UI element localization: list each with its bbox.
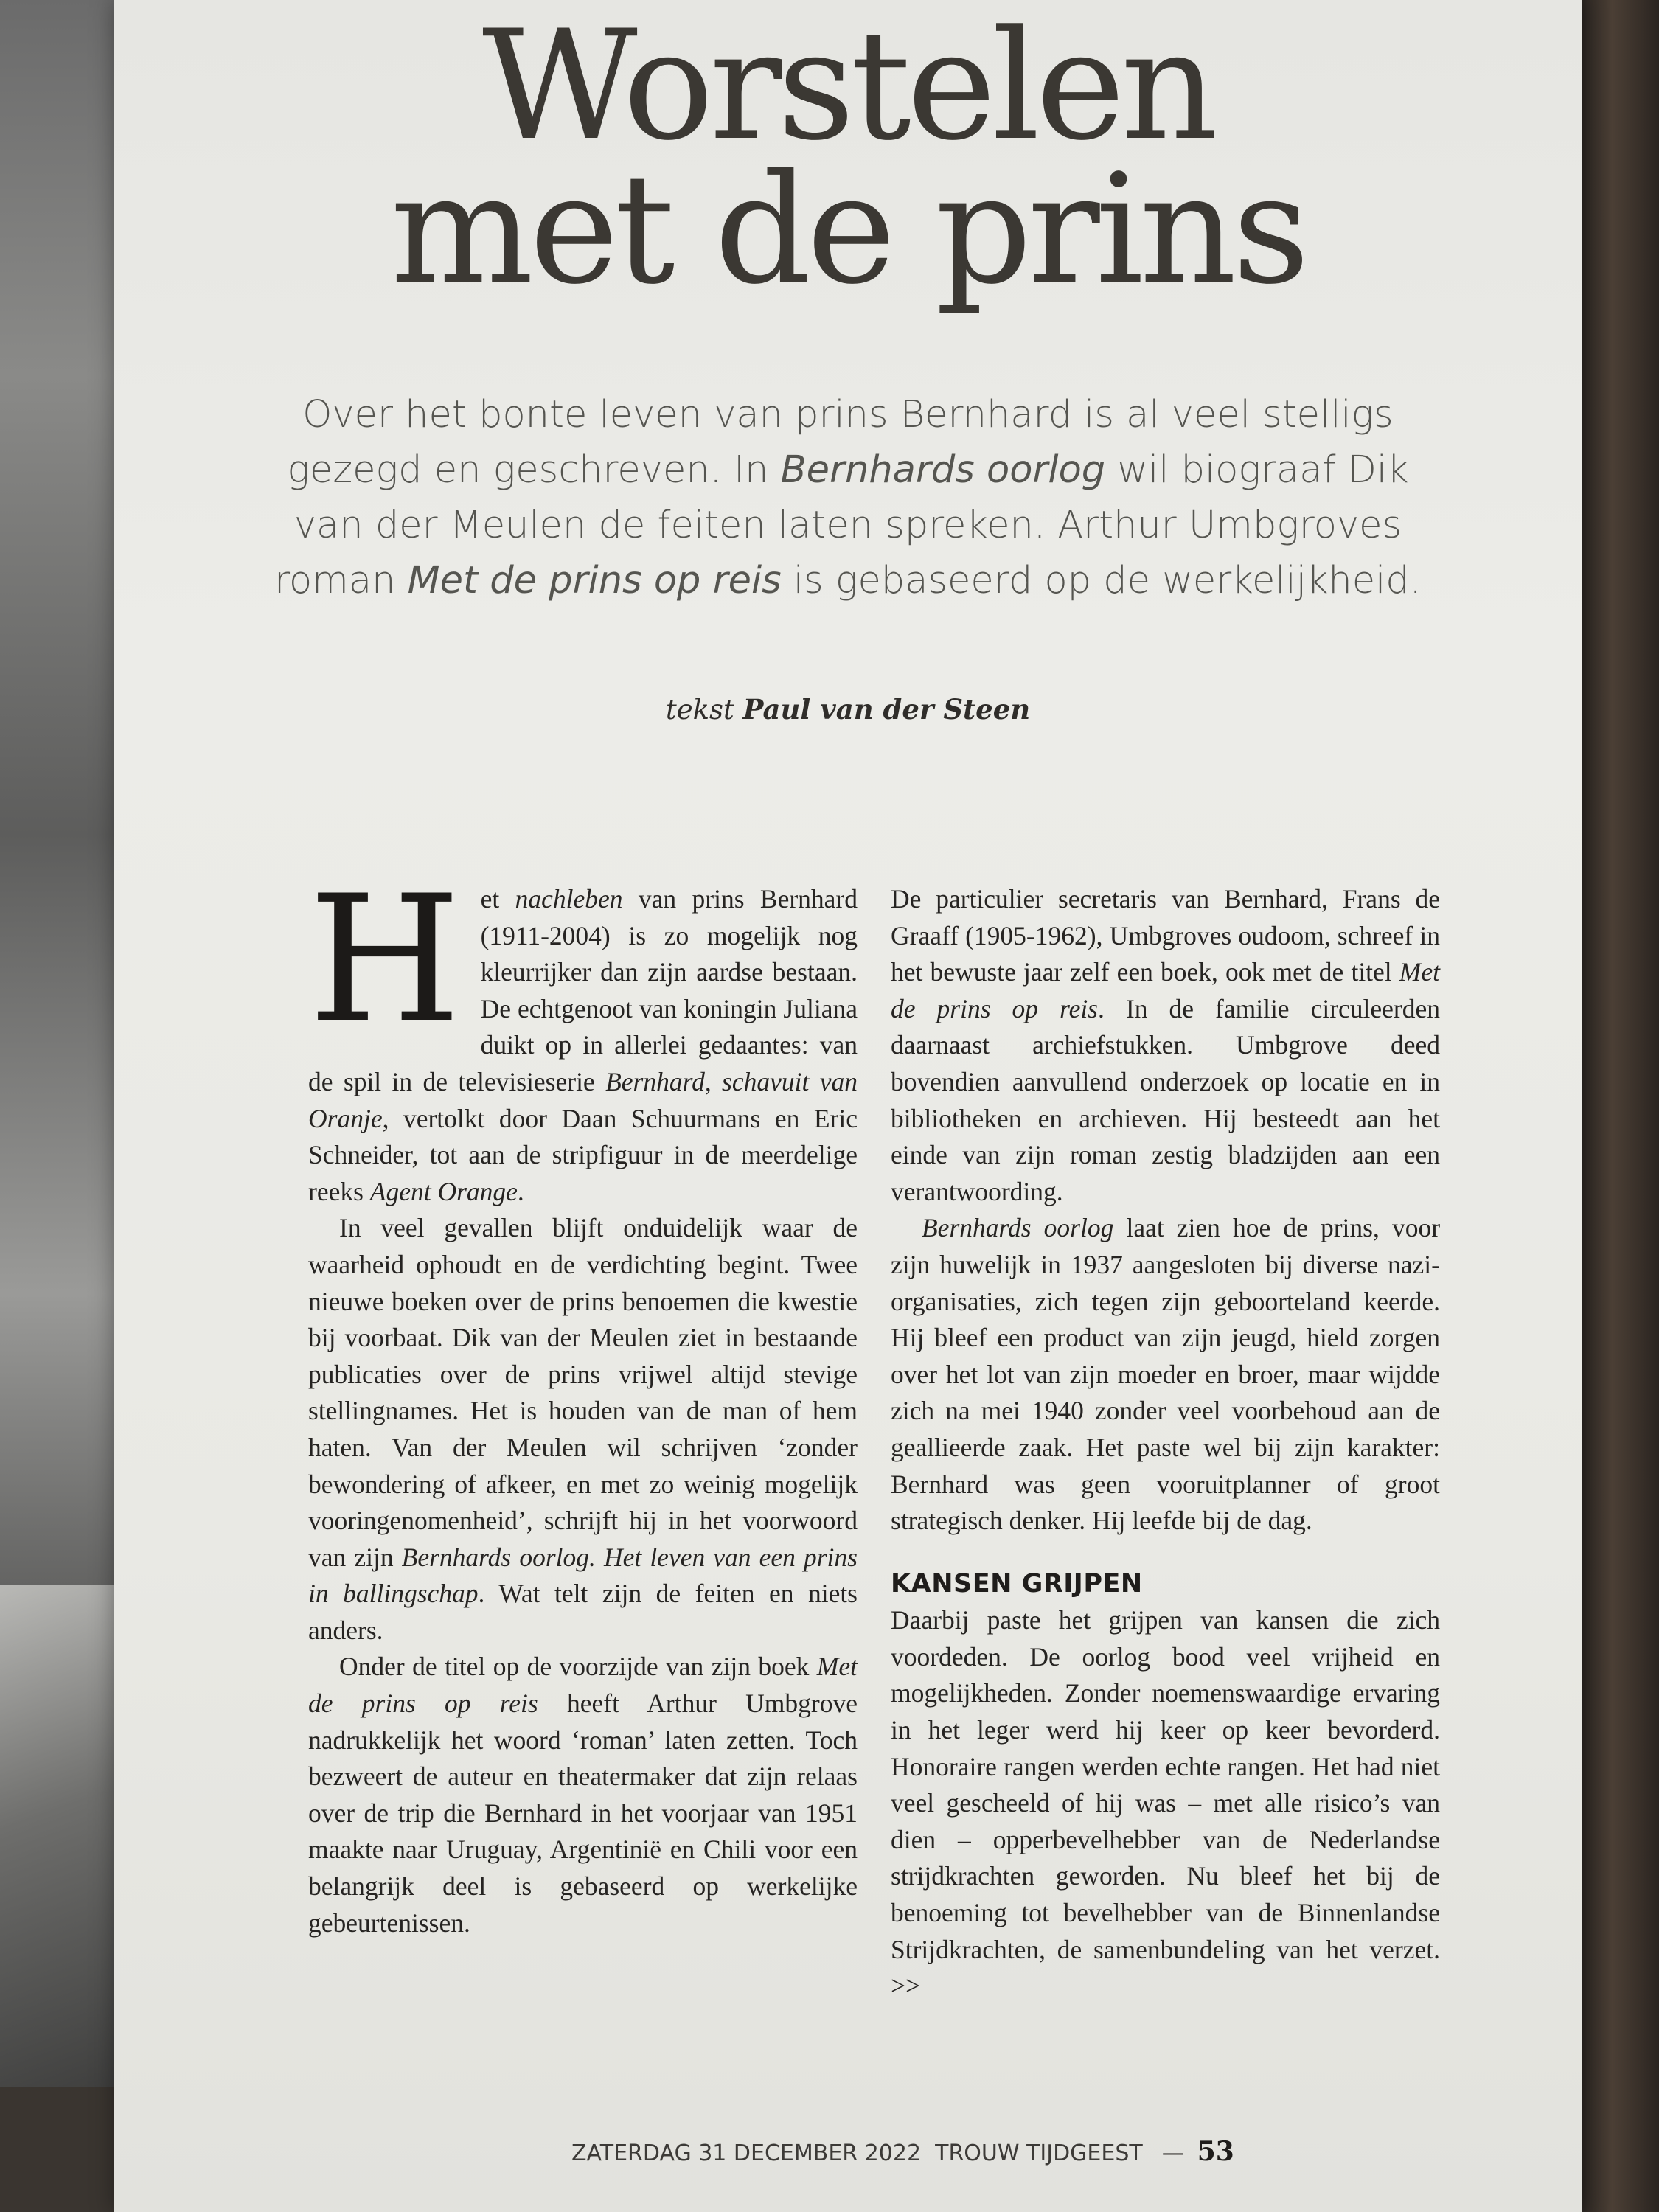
p3-text-a: Onder de titel op de voorzijde van zijn boek [339, 1652, 817, 1682]
article-column-left [308, 858, 858, 1941]
intro-book-title-2: Met de prins op reis [407, 559, 782, 602]
p1-text-e: , vertolkt door Daan Schuurmans en Eric Schneider, tot aan de stripfiguur in de meerdelige reeks [308, 1103, 858, 1206]
footer-dash: — [1161, 2140, 1184, 2166]
headline-line-2: met de prins [390, 142, 1306, 318]
drop-cap: H [308, 858, 462, 1062]
footer-publication: TROUW TIJDGEEST [935, 2140, 1143, 2166]
intro-text-1: Over het bonte leven van prins Bernhard is al veel stelligs gezegd en geschreven. In [287, 393, 1394, 492]
p4-text-a: De particulier secretaris van Bernhard, Frans de Graaff (1905-1962), Umbgroves oudoom, schreef in het bewuste jaar zelf een boek, ook met de titel [891, 884, 1440, 987]
intro-text-2: wil biograaf Dik van der Meulen de feiten laten spreken. Arthur Umbgroves roman [274, 448, 1409, 602]
article-paragraph-6: Daarbij paste het grijpen van kansen die zich voordeden. De oorlog bood veel vrijheid en mogelijkheden. Zonder noemenswaardige ervaring in het leger werd hij keer op keer bevorderd. Honoraire rangen werden echte rangen. Het had niet veel gescheeld of hij was – met alle risico’s van dien – opperbevelhebber van de Nederlandse strijdkrachten geworden. Nu bleef het bij de benoeming tot bevelhebber van de Binnenlandse Strijdkrachten, de samenbundeling van het verzet. >> [891, 1605, 1440, 2001]
article-paragraph-2 [308, 1210, 858, 1649]
article-paragraph-1 [308, 858, 858, 1210]
article-paragraph-3 [308, 1649, 858, 1941]
magazine-page [114, 0, 1582, 2212]
p1-italic-b: nachleben [515, 884, 623, 914]
p1-text-g: . [517, 1176, 524, 1206]
p4-text-c: . In de familie circuleerden daarnaast archiefstukken. Umbgrove deed bovendien aanvullend onderzoek op locatie en in bibliotheken en archieven. Hij besteedt aan het einde van zijn roman zestig bladzijden aan een verantwoording. [891, 993, 1440, 1206]
adjacent-page-photo [0, 0, 122, 2087]
page-number: 53 [1197, 2136, 1234, 2167]
intro-book-title-1: Bernhards oorlog [780, 448, 1106, 492]
p1-italic-f: Agent Orange [369, 1176, 518, 1206]
byline-author: Paul van der Steen [742, 693, 1031, 726]
intro-text-3: is gebaseerd op de werkelijkheid. [781, 559, 1422, 602]
p5-text-b: laat zien hoe de prins, voor zijn huwelijk in 1937 aangesloten bij diverse nazi-organisaties, zich tegen zijn geboorteland keerde. Hij bleef een product van zijn jeugd, hield zorgen over het lot van zijn moeder en broer, maar wijdde zich na mei 1940 zonder veel voorbehoud aan de geallieerde zaak. Het paste wel bij zijn karakter: Bernhard was geen vooruitplanner of groot strategisch denker. Hij leefde bij de dag. [891, 1213, 1441, 1536]
p4-italic-b: Met de prins op reis [891, 957, 1440, 1023]
p5-italic-a: Bernhards oorlog [922, 1213, 1114, 1243]
section-subheading: KANSEN GRIJPEN [891, 1568, 1143, 1599]
table-background [1582, 0, 1659, 2212]
p1-text-c: van prins Bernhard (1911-2004) is zo mogelijk nog kleurrijker dan zijn aardse bestaan. De echtgenoot van koningin Juliana duikt op in allerlei gedaantes: van de spil in de televisieserie [308, 884, 858, 1096]
intro-lead [273, 387, 1423, 608]
p1-italic-d: Bernhard, schavuit van Oranje [308, 1066, 858, 1133]
page-footer [571, 2136, 1234, 2167]
headline [114, 0, 1582, 318]
p3-italic-b: Met de prins op reis [308, 1652, 858, 1719]
p3-text-c: heeft Arthur Umbgrove nadrukkelijk het woord ‘roman’ laten zetten. Toch bezweert de auteur en theatermaker dat zijn relaas over de trip die Bernhard in het voorjaar van 1951 maakte naar Uruguay, Argentinië en Chili voor een belangrijk deel is gebaseerd op werkelijke gebeurtenissen. [308, 1688, 858, 1938]
footer-date: ZATERDAG 31 DECEMBER 2022 [571, 2140, 922, 2166]
article-paragraph-5 [891, 1210, 1440, 1539]
article-column-right [891, 881, 1440, 2005]
byline-prefix: tekst [665, 694, 734, 726]
p2-text-a: In veel gevallen blijft onduidelijk waar de waarheid ophoudt en de verdichting begint. Twee nieuwe boeken over de prins benoemen die kwestie bij voorbaat. Dik van der Meulen ziet in bestaande publicaties over de prins vrijwel altijd stevige stellingnames. Het is houden van de man of hem haten. Van der Meulen wil schrijven ‘zonder bewondering of afkeer, en met zo weinig mogelijk vooringenomenheid’, schrijft hij in het voorwoord van zijn [308, 1213, 858, 1572]
p2-text-c: . Wat telt zijn de feiten en niets anders. [308, 1579, 858, 1645]
p2-italic-b: Bernhards oorlog. Het leven van een prins in ballingschap [308, 1542, 858, 1609]
headline-line-1: Worstelen [481, 0, 1214, 174]
byline [114, 693, 1582, 726]
article-paragraph-4 [891, 881, 1440, 1210]
p1-text-a: et [480, 884, 515, 914]
